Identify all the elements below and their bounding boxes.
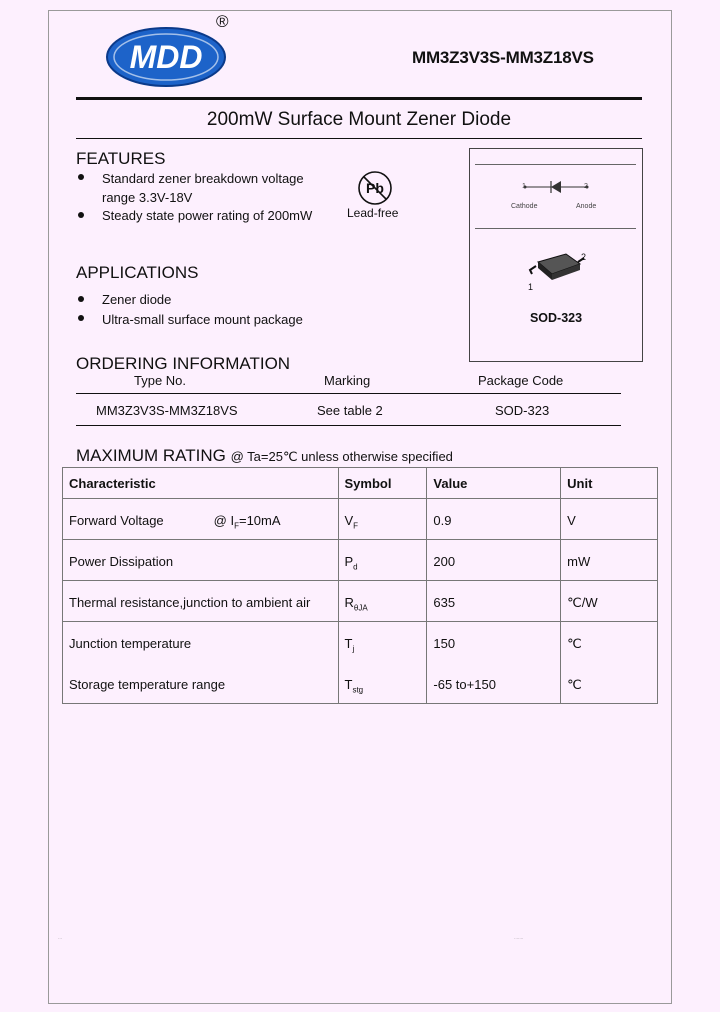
feature-item: range 3.3V-18V: [102, 190, 193, 205]
package-rule-top: [475, 164, 636, 165]
max-rating-table: [62, 467, 658, 704]
max-rating-condition: @ Ta=25℃ unless otherwise specified: [230, 449, 453, 464]
anode-pin-number: 2: [584, 183, 588, 190]
logo-text: MDD: [129, 39, 203, 75]
applications-heading: APPLICATIONS: [76, 263, 199, 282]
ordering-rule-top: [76, 393, 621, 394]
characteristic-cell: [63, 499, 339, 540]
value-cell: 0.9: [427, 499, 561, 540]
symbol-cell: $V_F$: [338, 499, 427, 540]
header-rule: [76, 97, 642, 100]
package-pin2-label: 2: [581, 252, 587, 262]
mdd-logo: [105, 26, 227, 88]
diode-symbol-icon: [505, 176, 605, 200]
col-symbol: Symbol: [338, 468, 427, 499]
part-range-title: MM3Z3V3S-MM3Z18VS: [412, 48, 594, 67]
footer-mark-right: ·······: [514, 936, 524, 941]
feature-item: Steady state power rating of 200mW: [102, 208, 313, 223]
col-unit: Unit: [561, 468, 658, 499]
characteristic-cell: Power Dissipation: [63, 540, 339, 581]
table-row: [63, 622, 658, 663]
table-row: [63, 581, 658, 622]
unit-cell: V: [561, 499, 658, 540]
application-item: Ultra-small surface mount package: [102, 312, 303, 327]
sod323-package-icon: [528, 248, 588, 290]
package-name: SOD-323: [529, 311, 583, 325]
footer-mark-left: ···: [58, 936, 62, 941]
unit-cell: mW: [561, 540, 658, 581]
max-rating-title: MAXIMUM RATING: [76, 446, 226, 465]
lead-free-icon: [355, 170, 395, 206]
value-cell: 200: [427, 540, 561, 581]
symbol-cell: $T_{stg}$: [338, 663, 427, 704]
characteristic-name: Forward Voltage: [69, 513, 164, 528]
max-rating-heading: [76, 446, 453, 466]
ordering-type-value: MM3Z3V3S-MM3Z18VS: [96, 403, 238, 418]
characteristic-cell: Storage temperature range: [63, 663, 339, 704]
document-subtitle: 200mW Surface Mount Zener Diode: [206, 109, 512, 130]
test-condition: @ $I_F=10mA$: [213, 513, 281, 531]
cathode-pin-number: 1: [522, 183, 526, 190]
ordering-col-marking: Marking: [324, 373, 371, 388]
package-rule-mid: [475, 228, 636, 229]
feature-item: Standard zener breakdown voltage: [102, 171, 304, 186]
subtitle-rule: [76, 138, 642, 139]
table-row: [63, 663, 658, 704]
ordering-package-value: SOD-323: [495, 403, 550, 418]
unit-cell: ℃: [561, 622, 658, 663]
pb-symbol: Pb: [366, 180, 384, 196]
symbol-cell: $T_j$: [338, 622, 427, 663]
lead-free-label: Lead-free: [347, 206, 399, 220]
anode-label: Anode: [576, 203, 597, 210]
features-heading: FEATURES: [76, 149, 166, 168]
value-cell: 150: [427, 622, 561, 663]
ordering-col-package: Package Code: [478, 373, 564, 388]
unit-cell: ℃/W: [561, 581, 658, 622]
table-header-row: [63, 468, 658, 499]
package-pin1-label: 1: [528, 282, 534, 292]
cathode-label: Cathode: [511, 203, 538, 210]
unit-cell: ℃: [561, 663, 658, 704]
application-item: Zener diode: [102, 292, 172, 307]
col-value: Value: [427, 468, 561, 499]
symbol-cell: $P_d$: [338, 540, 427, 581]
col-characteristic: Characteristic: [63, 468, 339, 499]
ordering-rule-bottom: [76, 425, 621, 426]
value-cell: -65 to+150: [427, 663, 561, 704]
characteristic-cell: Thermal resistance,junction to ambient air: [63, 581, 339, 622]
ordering-heading: ORDERING INFORMATION: [76, 354, 291, 373]
ordering-marking-value: See table 2: [317, 403, 383, 418]
ordering-col-type: Type No.: [134, 373, 187, 388]
table-row: [63, 540, 658, 581]
registered-mark: ®: [216, 12, 229, 31]
table-row: [63, 499, 658, 540]
characteristic-cell: Junction temperature: [63, 622, 339, 663]
value-cell: 635: [427, 581, 561, 622]
symbol-cell: $R_{\theta JA}$: [338, 581, 427, 622]
